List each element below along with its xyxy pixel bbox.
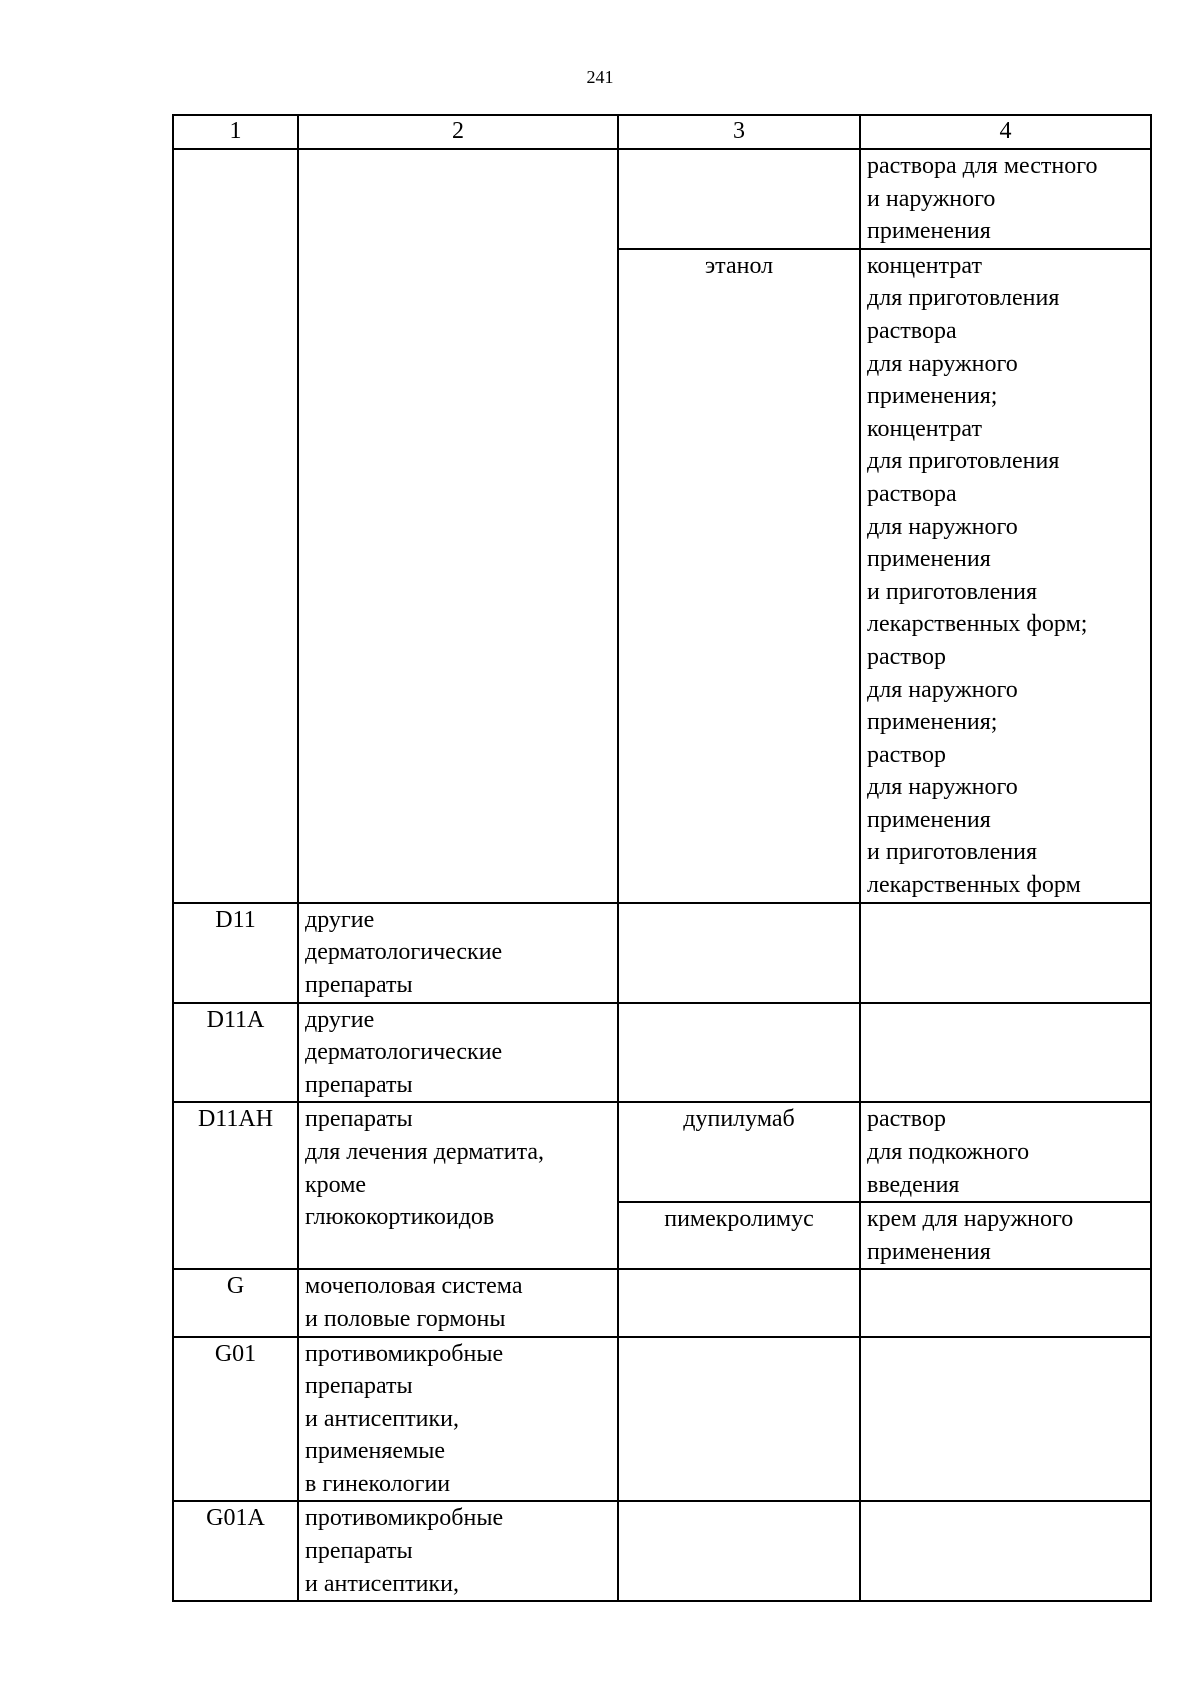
table-row: [173, 903, 1151, 1003]
table-row: [173, 1337, 1151, 1502]
header-col-1: 1: [173, 115, 298, 149]
inn-cell: пимекролимус: [618, 1202, 860, 1269]
atc-code-cell: G01: [173, 1337, 298, 1502]
inn-cell: этанол: [618, 249, 860, 903]
atc-code-cell: [173, 149, 298, 903]
atc-name-cell: другие дерматологические препараты: [298, 1003, 618, 1103]
header-col-3: 3: [618, 115, 860, 149]
atc-name-cell: [298, 149, 618, 903]
table-row: [173, 149, 1151, 249]
inn-cell: [618, 903, 860, 1003]
inn-cell: дупилумаб: [618, 1102, 860, 1202]
dosage-form-cell: [860, 1501, 1151, 1601]
atc-code-cell: G01A: [173, 1501, 298, 1601]
dosage-form-cell: крем для наружного применения: [860, 1202, 1151, 1269]
dosage-form-cell: раствора для местного и наружного применения: [860, 149, 1151, 249]
inn-cell: [618, 1269, 860, 1336]
atc-name-cell: другие дерматологические препараты: [298, 903, 618, 1003]
dosage-form-cell: [860, 903, 1151, 1003]
inn-cell: [618, 1337, 860, 1502]
table-row: [173, 1269, 1151, 1336]
inn-cell: [618, 1501, 860, 1601]
header-col-4: 4: [860, 115, 1151, 149]
page-number: 241: [586, 67, 614, 87]
table-row: [173, 1102, 1151, 1202]
drug-table: [172, 114, 1152, 1602]
atc-code-cell: D11: [173, 903, 298, 1003]
dosage-form-cell: концентрат для приготовления раствора для наружного применения; концентрат для приготовления раствора для наружного применения и приготовления лекарственных форм; раствор для наружного применения; раствор для наружного применения и приготовления лекарственных форм: [860, 249, 1151, 903]
dosage-form-cell: раствор для подкожного введения: [860, 1102, 1151, 1202]
dosage-form-cell: [860, 1337, 1151, 1502]
header-col-2: 2: [298, 115, 618, 149]
atc-code-cell: D11A: [173, 1003, 298, 1103]
dosage-form-cell: [860, 1269, 1151, 1336]
table-header-row: [173, 115, 1151, 149]
atc-code-cell: G: [173, 1269, 298, 1336]
atc-name-cell: препараты для лечения дерматита, кроме глюкокортикоидов: [298, 1102, 618, 1269]
inn-cell: [618, 149, 860, 249]
atc-code-cell: D11AH: [173, 1102, 298, 1269]
table-row: [173, 1501, 1151, 1601]
table-row: [173, 1003, 1151, 1103]
atc-name-cell: противомикробные препараты и антисептики, применяемые в гинекологии: [298, 1337, 618, 1502]
atc-name-cell: мочеполовая система и половые гормоны: [298, 1269, 618, 1336]
dosage-form-cell: [860, 1003, 1151, 1103]
inn-cell: [618, 1003, 860, 1103]
atc-name-cell: противомикробные препараты и антисептики,: [298, 1501, 618, 1601]
